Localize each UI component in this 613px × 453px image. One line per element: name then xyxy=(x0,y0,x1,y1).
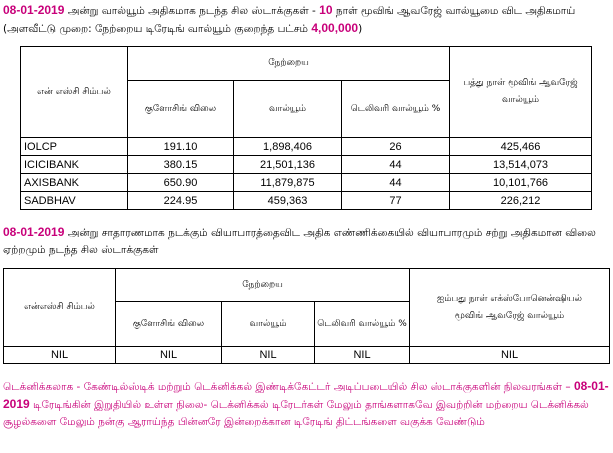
section2-date: 08-01-2019 xyxy=(3,225,65,239)
close-cell: 224.95 xyxy=(128,192,234,210)
delivery-cell: 44 xyxy=(342,156,450,174)
symbol-cell: IOLCP xyxy=(21,138,128,156)
col-volume-header: வால்யூம் xyxy=(234,81,342,138)
avg-cell: 425,466 xyxy=(450,138,592,156)
section2-intro-text: அன்று சாதாரணமாக நடக்கும் வியாபாரத்தைவிட அதிக எண்ணிக்கையில் வியாபாரமும் சற்று அதிகமான விலை ஏற்றமும் நடந்த சில ஸ்டாக்குகள் xyxy=(3,227,596,256)
volume-cell: 21,501,136 xyxy=(234,156,342,174)
section2-intro xyxy=(3,224,609,259)
section1-intro-text1: அன்று வால்யூம் அதிகமாக நடந்த சில ஸ்டாக்குகள் - xyxy=(64,5,320,17)
col-delivery-header: டெலிவரி வால்யூம் % xyxy=(342,81,450,138)
col-symbol-header: என்எஸ்சி சிம்பல் xyxy=(4,269,116,347)
col-yesterday-header: நேற்றைய xyxy=(116,269,410,302)
col-closing-price-header: குளோசிங் விலை xyxy=(128,81,234,138)
section1-intro-close: ) xyxy=(358,23,363,35)
section1-intro xyxy=(3,2,609,38)
table-row xyxy=(4,347,610,364)
technical-note-text1: டெக்னிக்கலாக - கேண்டில்ஸ்டிக் மற்றும் டெக்னிக்கல் இண்டிக்கேட்டர் அடிப்படையில் சில ஸ்டாக்குகளின் நிலவரங்கள் – xyxy=(3,381,574,393)
table-row xyxy=(21,138,592,156)
technical-note-date: 08-01-2019 xyxy=(3,379,609,411)
volume-cell: 11,879,875 xyxy=(234,174,342,192)
delivery-cell: 44 xyxy=(342,174,450,192)
section1-threshold: 4,00,000 xyxy=(311,21,359,35)
technical-note xyxy=(3,378,609,431)
col-ema50-header: ஐம்பது நாள் எக்ஸ்போனென்ஷியல் மூவிங் ஆவரேஜ் வால்யூம் xyxy=(410,269,610,347)
avg-cell: NIL xyxy=(410,347,610,364)
col-symbol-header: என் எஸ்சி சிம்பல் xyxy=(21,47,128,138)
delivery-cell: NIL xyxy=(315,347,410,364)
symbol-cell: NIL xyxy=(4,347,116,364)
table-row xyxy=(21,174,592,192)
col-closing-price-header: குளோசிங் விலை xyxy=(116,302,222,347)
volume-cell: 1,898,406 xyxy=(234,138,342,156)
technical-note-text2: டிரேடிங்கின் இறுதியில் உள்ள நிலை- டெக்னிக்கல் டிரேடர்கள் மேலும் தாங்களாகவே இவற்றின் மற்றைய டெக்னிக்கல் சூழல்களை மேலும் நன்கு ஆராய்ந்த பின்னரே இன்றைக்கான டிரேடிங் திட்டங்களை வகுக்க வேண்டும் xyxy=(3,399,589,428)
avg-cell: 13,514,073 xyxy=(450,156,592,174)
symbol-cell: SADBHAV xyxy=(21,192,128,210)
volume-cell: NIL xyxy=(222,347,315,364)
col-yesterday-header: நேற்றைய xyxy=(128,47,450,81)
table-row xyxy=(21,192,592,210)
high-trade-table xyxy=(3,268,610,364)
delivery-cell: 26 xyxy=(342,138,450,156)
col-avg10-header: பத்து நாள் மூவிங் ஆவரேஜ் வால்யூம் xyxy=(450,47,592,138)
section1-days: 10 xyxy=(319,3,333,17)
avg-cell: 10,101,766 xyxy=(450,174,592,192)
table-row xyxy=(21,156,592,174)
col-delivery-header: டெலிவரி வால்யூம் % xyxy=(315,302,410,347)
close-cell: 650.90 xyxy=(128,174,234,192)
avg-cell: 226,212 xyxy=(450,192,592,210)
high-volume-table xyxy=(20,46,592,210)
section1-intro-text2: நாள் மூவிங் ஆவரேஜ் வால்யூமை விட அதிகமாய் (அளவீட்டு முறை: நேற்றைய டிரேடிங் வால்யூம் குறைந்த பட்சம் xyxy=(3,5,576,35)
symbol-cell: ICICIBANK xyxy=(21,156,128,174)
close-cell: 380.15 xyxy=(128,156,234,174)
symbol-cell: AXISBANK xyxy=(21,174,128,192)
col-volume-header: வால்யூம் xyxy=(222,302,315,347)
close-cell: NIL xyxy=(116,347,222,364)
volume-cell: 459,363 xyxy=(234,192,342,210)
section1-date: 08-01-2019 xyxy=(3,3,65,17)
delivery-cell: 77 xyxy=(342,192,450,210)
close-cell: 191.10 xyxy=(128,138,234,156)
